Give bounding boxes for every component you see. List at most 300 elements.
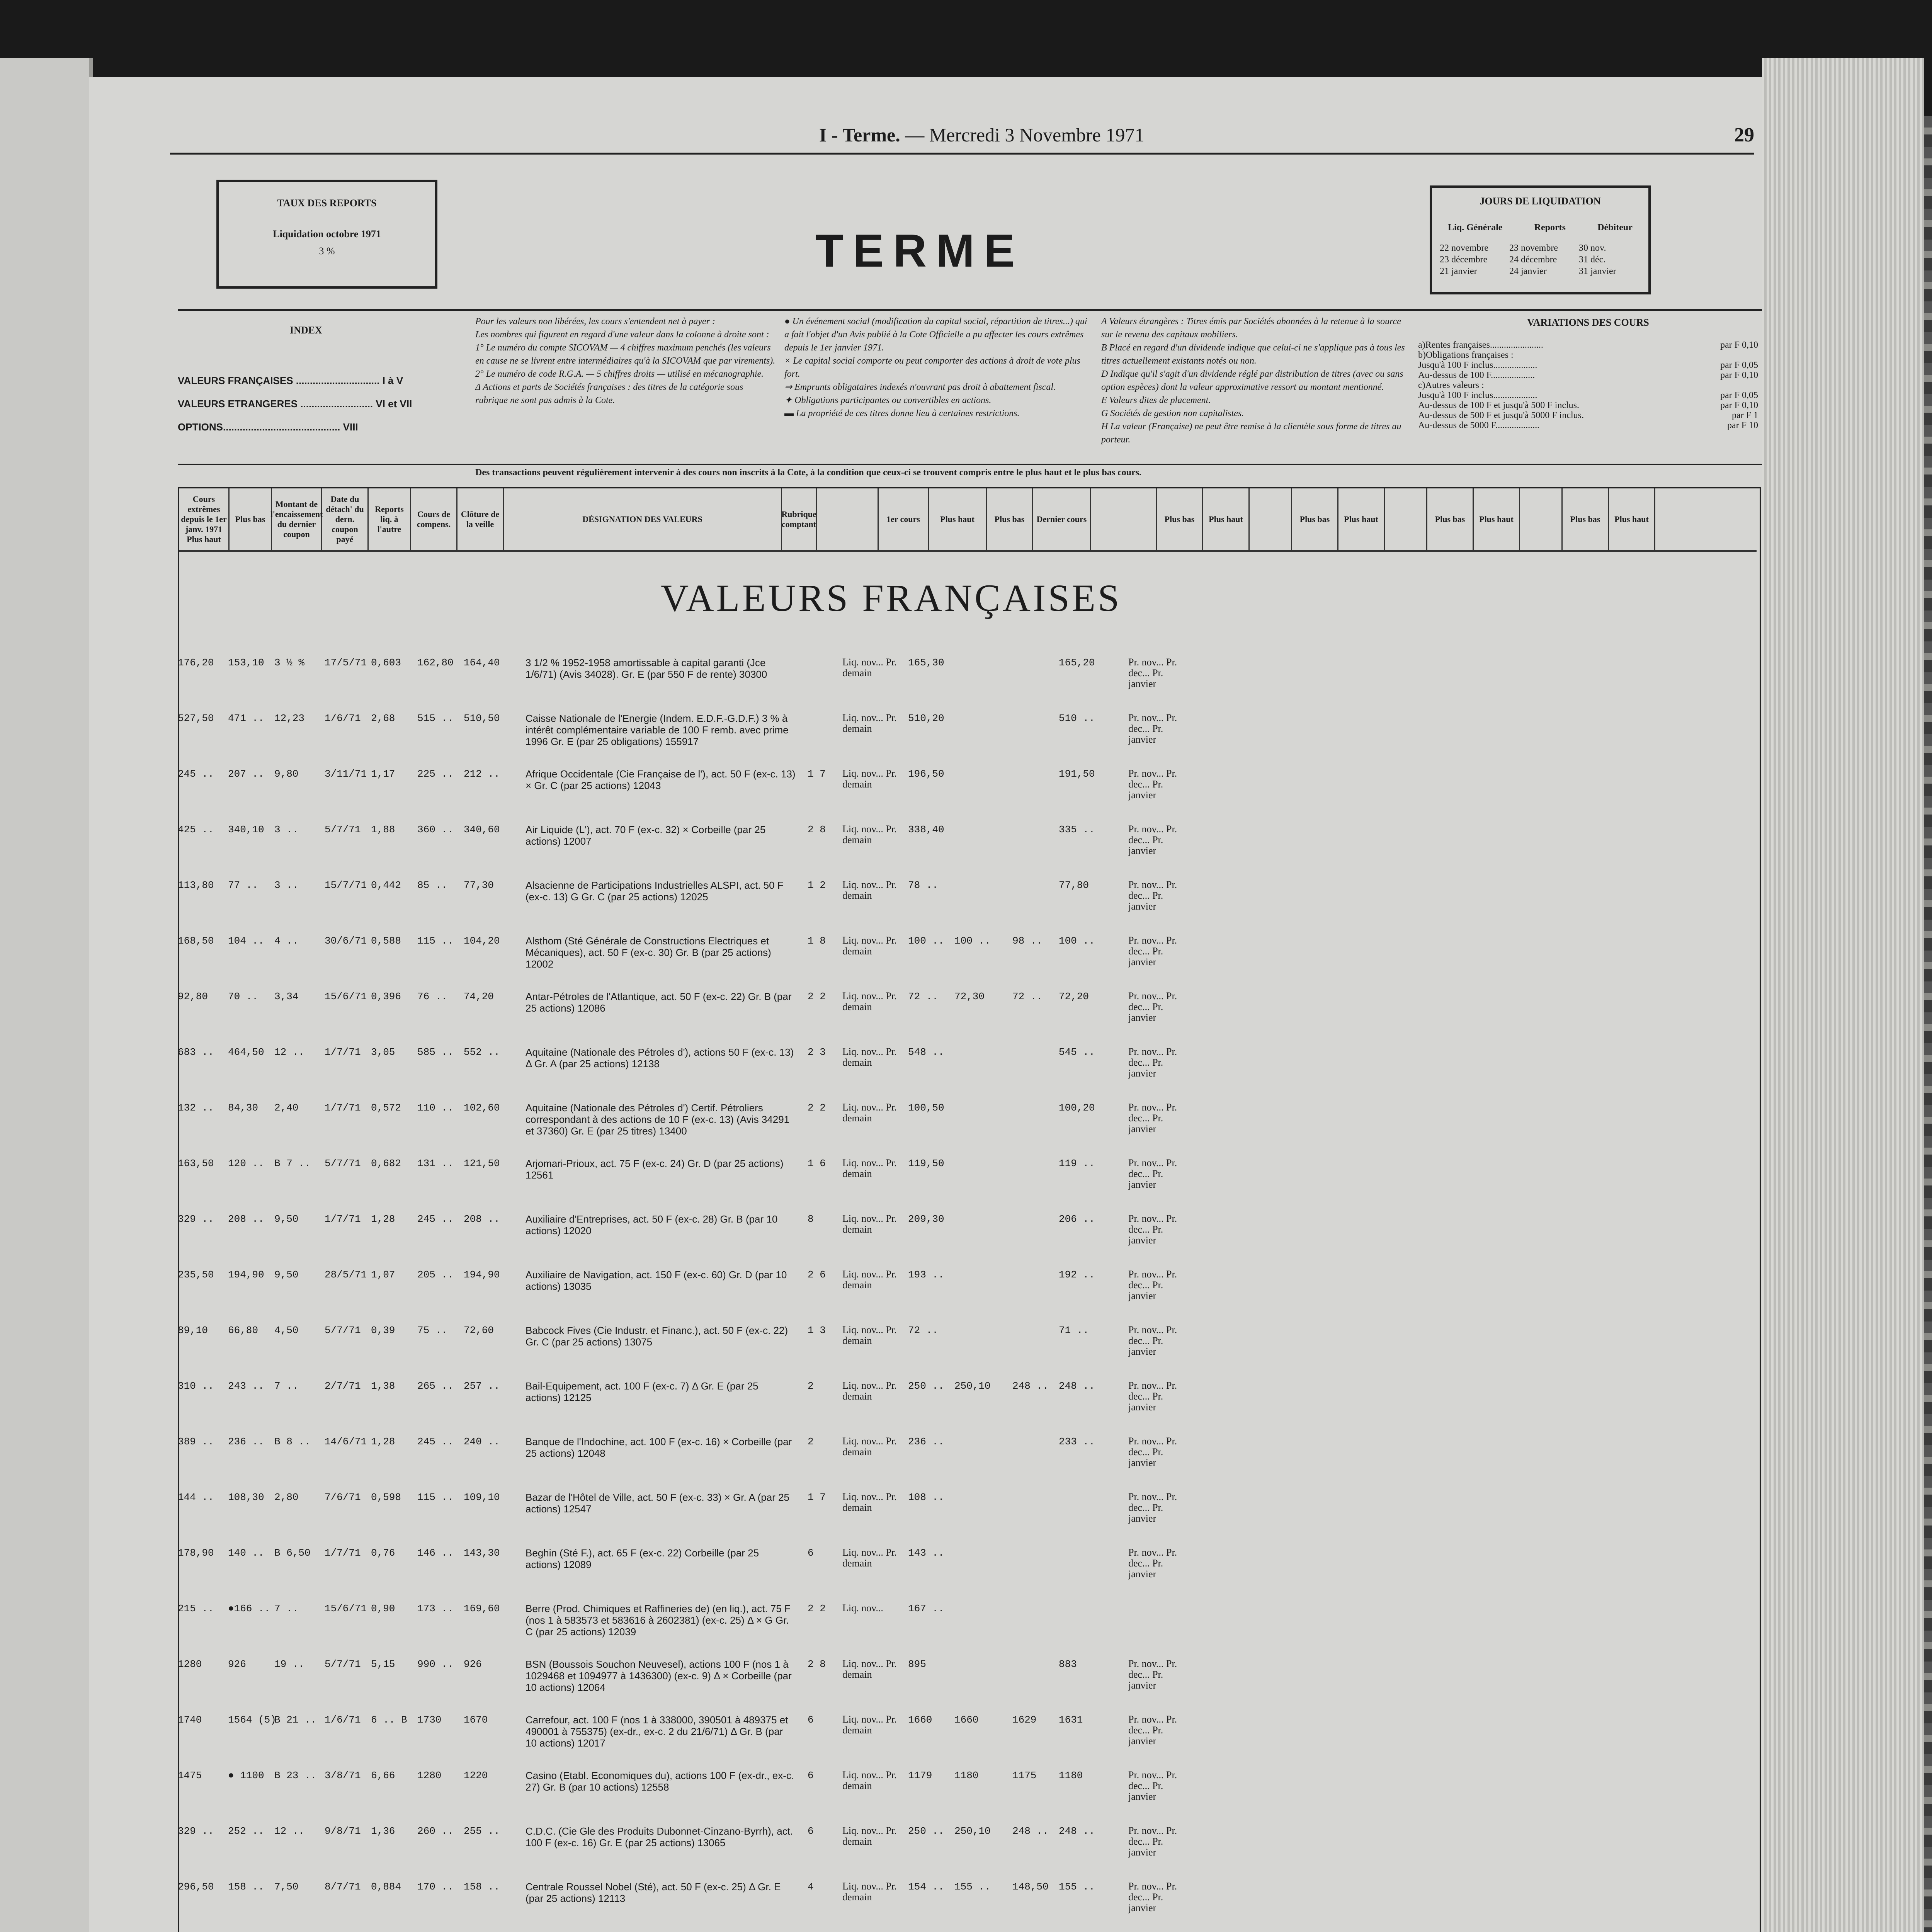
table-header-cell: Cours de compens. — [411, 488, 457, 550]
cell-rub: 6 — [808, 1547, 814, 1559]
cell-lo: 158 .. — [228, 1881, 264, 1893]
variation-item — [1418, 350, 1758, 360]
cell-pb: 148,50 — [1012, 1881, 1049, 1893]
index-item-options: OPTIONS.......................................... VIII — [178, 421, 358, 433]
cell-des: Alsthom (Sté Générale de Constructions Electriques et Mécaniques), act. 50 F (ex-c. 30) Gr. B (par 25 actions) 12002 — [526, 935, 771, 970]
cell-c1: 72 .. — [908, 991, 939, 1002]
cell-terme: Pr. nov... Pr. dec... Pr. janvier — [1128, 1547, 1177, 1580]
variation-item — [1418, 400, 1758, 410]
cell-dc: 100,20 — [1059, 1102, 1095, 1114]
cell-lo: 108,30 — [228, 1492, 264, 1503]
jours-header-reports: Reports — [1534, 223, 1566, 233]
cell-hi: 310 .. — [178, 1380, 214, 1392]
cell-veille: 240 .. — [464, 1436, 500, 1447]
cell-date: 15/6/71 — [325, 1603, 367, 1614]
notes-bottom-rule — [178, 464, 1762, 465]
table-row — [178, 1492, 1762, 1534]
cell-coupon: B 8 .. — [274, 1436, 311, 1447]
cell-veille: 208 .. — [464, 1213, 500, 1225]
jours-cell: 23 novembre — [1509, 243, 1558, 253]
cell-date: 5/7/71 — [325, 1158, 361, 1169]
cell-des: Centrale Roussel Nobel (Sté), act. 50 F (ex-c. 25) Δ Gr. E (par 25 actions) 12113 — [526, 1881, 781, 1904]
cell-rub: 6 — [808, 1714, 814, 1726]
cell-coupon: B 21 .. — [274, 1714, 317, 1726]
cell-terme: Pr. nov... Pr. dec... Pr. janvier — [1128, 768, 1177, 801]
left-page-edge — [0, 58, 93, 1932]
cell-coupon: 12,23 — [274, 713, 305, 724]
jours-header-debiteur: Débiteur — [1597, 223, 1633, 233]
cell-rub: 2 8 — [808, 824, 826, 835]
cell-comp: 146 .. — [417, 1547, 454, 1559]
table-row — [178, 1102, 1762, 1145]
table-header-cell: Plus haut — [1474, 488, 1520, 550]
cell-rub: 8 — [808, 1213, 814, 1225]
cell-comp: 76 .. — [417, 991, 448, 1002]
cell-veille: 77,30 — [464, 879, 494, 891]
cell-veille: 257 .. — [464, 1380, 500, 1392]
cell-hi: 168,50 — [178, 935, 214, 947]
cell-coupon: 12 .. — [274, 1046, 305, 1058]
cell-pb: 98 .. — [1012, 935, 1043, 947]
cell-des: Air Liquide (L'), act. 70 F (ex-c. 32) × Corbeille (par 25 actions) 12007 — [526, 824, 766, 847]
cell-c1: 154 .. — [908, 1881, 944, 1893]
cell-terme: Pr. nov... Pr. dec... Pr. janvier — [1128, 1769, 1177, 1802]
cell-lo: 471 .. — [228, 713, 264, 724]
table-header-cell: Date du détach' du dern. coupon payé — [322, 488, 369, 550]
cell-terme: Pr. nov... Pr. dec... Pr. janvier — [1128, 656, 1177, 689]
book-spine-edge — [1924, 116, 1932, 1932]
cell-c1: 895 — [908, 1658, 926, 1670]
table-row — [178, 1158, 1762, 1200]
index-item-etrangeres: VALEURS ETRANGERES .......................... VI et VII — [178, 398, 412, 410]
cell-comp: 85 .. — [417, 879, 448, 891]
variation-label: Au-dessus de 100 F................... — [1418, 370, 1535, 380]
cell-date: 3/11/71 — [325, 768, 367, 780]
cell-rub: 2 3 — [808, 1046, 826, 1058]
cell-coupon: 4,50 — [274, 1325, 299, 1336]
cell-veille: 340,60 — [464, 824, 500, 835]
jours-cell: 24 janvier — [1509, 266, 1547, 276]
cell-hi: 683 .. — [178, 1046, 214, 1058]
cell-lo: 70 .. — [228, 991, 259, 1002]
cell-veille: 74,20 — [464, 991, 494, 1002]
cell-liq: Liq. nov... Pr. demain — [842, 1491, 897, 1513]
cell-c1: 250 .. — [908, 1380, 944, 1392]
cell-rep: 1,17 — [371, 768, 395, 780]
taux-line1: Liquidation octobre 1971 — [273, 228, 381, 240]
cell-des: Babcock Fives (Cie Industr. et Financ.), act. 50 F (ex-c. 22) Gr. C (par 25 actions) 13075 — [526, 1325, 788, 1348]
cell-des: Beghin (Sté F.), act. 65 F (ex-c. 22) Corbeille (par 25 actions) 12089 — [526, 1547, 759, 1570]
variations-box — [1418, 317, 1758, 430]
cell-coupon: B 6,50 — [274, 1547, 311, 1559]
cell-rep: 0,598 — [371, 1492, 401, 1503]
main-title: TERME — [815, 225, 1024, 277]
cell-dc: 510 .. — [1059, 713, 1095, 724]
table-header-cell: Plus bas — [1292, 488, 1338, 550]
cell-liq: Liq. nov... Pr. demain — [842, 712, 897, 734]
right-page-stack — [1762, 58, 1924, 1932]
table-row — [178, 879, 1762, 922]
index-top-rule — [178, 309, 1762, 311]
notes-col2: ● Un événement social (modification du capital social, répartition de titres...) qui a fait l'objet d'un Avis publié à la Cote Officielle a pu affecter les cours extrêmes depuis le 1er janvier 1971. × Le capital social comporte ou peut comporter des actions à droit de vote plus fort. ⇒ Emprunts obligataires indexés n'ouvrant pas droit à abattement fiscal. ✦ Obligations participantes ou convertibles en actions. ▬ La propriété de ces titres donne lieu à certaines restrictions. — [784, 316, 1087, 418]
cell-date: 14/6/71 — [325, 1436, 367, 1447]
cell-liq: Liq. nov... Pr. demain — [842, 879, 897, 901]
table-header-cell: Plus bas — [1563, 488, 1609, 550]
cell-lo: 153,10 — [228, 657, 264, 668]
table-header — [179, 488, 1757, 552]
cell-des: Afrique Occidentale (Cie Française de l'), act. 50 F (ex-c. 13) × Gr. C (par 25 actions) 12043 — [526, 768, 796, 791]
cell-lo: ● 1100 — [228, 1770, 264, 1781]
cell-comp: 260 .. — [417, 1825, 454, 1837]
cell-des: Alsacienne de Participations Industrielles ALSPI, act. 50 F (ex-c. 13) G Gr. C (par 25 actions) 12025 — [526, 879, 784, 903]
cell-veille: 121,50 — [464, 1158, 500, 1169]
cell-veille: 212 .. — [464, 768, 500, 780]
cell-liq: Liq. nov... — [842, 1602, 883, 1614]
cell-coupon: 9,80 — [274, 768, 299, 780]
cell-coupon: 3,34 — [274, 991, 299, 1002]
variation-key: a) — [1418, 340, 1425, 350]
cell-lo: 464,50 — [228, 1046, 264, 1058]
cell-terme: Pr. nov... Pr. dec... Pr. janvier — [1128, 1102, 1177, 1134]
table-row — [178, 657, 1762, 699]
cell-veille: 255 .. — [464, 1825, 500, 1837]
taux-box — [216, 180, 437, 289]
cell-lo: 77 .. — [228, 879, 259, 891]
cell-dc: 248 .. — [1059, 1380, 1095, 1392]
cell-dc: 335 .. — [1059, 824, 1095, 835]
cell-veille: 1220 — [464, 1770, 488, 1781]
jours-cell: 31 déc. — [1579, 255, 1606, 265]
cell-rep: 0,90 — [371, 1603, 395, 1614]
table-row — [178, 1269, 1762, 1311]
cell-terme: Pr. nov... Pr. dec... Pr. janvier — [1128, 1046, 1177, 1079]
cell-rub: 2 6 — [808, 1269, 826, 1281]
cell-dc: 1180 — [1059, 1770, 1083, 1781]
cell-veille: 164,40 — [464, 657, 500, 668]
cell-liq: Liq. nov... Pr. demain — [842, 1658, 897, 1680]
cell-rep: 1,28 — [371, 1436, 395, 1447]
cell-rep: 0,682 — [371, 1158, 401, 1169]
cell-rub: 6 — [808, 1770, 814, 1781]
cell-hi: 235,50 — [178, 1269, 214, 1281]
cell-veille: 158 .. — [464, 1881, 500, 1893]
cell-date: 1/7/71 — [325, 1102, 361, 1114]
table-row — [178, 1436, 1762, 1478]
jours-cell: 22 novembre — [1440, 243, 1488, 253]
cell-date: 1/7/71 — [325, 1046, 361, 1058]
cell-ph: 250,10 — [954, 1380, 991, 1392]
cell-des: Auxiliaire d'Entreprises, act. 50 F (ex-c. 28) Gr. B (par 10 actions) 12020 — [526, 1213, 778, 1236]
cell-c1: 209,30 — [908, 1213, 944, 1225]
jours-box — [1430, 185, 1651, 294]
cell-des: Bazar de l'Hôtel de Ville, act. 50 F (ex-c. 33) × Gr. A (par 25 actions) 12547 — [526, 1492, 789, 1515]
table-row — [178, 1825, 1762, 1868]
cell-coupon: 7 .. — [274, 1380, 299, 1392]
cell-lo: 207 .. — [228, 768, 264, 780]
cell-veille: 143,30 — [464, 1547, 500, 1559]
cell-lo: 1564 (5) — [228, 1714, 276, 1726]
table-row — [178, 713, 1762, 755]
variation-label: Jusqu'à 100 F inclus................... — [1418, 360, 1537, 370]
cell-terme: Pr. nov... Pr. dec... Pr. janvier — [1128, 1881, 1177, 1913]
table-header-cell: Plus bas — [1157, 488, 1203, 550]
cell-lo: 236 .. — [228, 1436, 264, 1447]
cell-des: 3 1/2 % 1952-1958 amortissable à capital garanti (Jce 1/6/71) (Avis 34028). Gr. E (par 550 F de rente) 30300 — [526, 657, 767, 680]
jours-cell: 23 décembre — [1440, 255, 1488, 265]
cell-terme: Pr. nov... Pr. dec... Pr. janvier — [1128, 712, 1177, 745]
cell-lo: 194,90 — [228, 1269, 264, 1281]
table-row — [178, 1547, 1762, 1590]
cell-rub: 1 2 — [808, 879, 826, 891]
cell-c1: 100 .. — [908, 935, 944, 947]
cell-rep: 1,88 — [371, 824, 395, 835]
cell-date: 17/5/71 — [325, 657, 367, 668]
cell-hi: 329 .. — [178, 1213, 214, 1225]
cell-coupon: 7,50 — [274, 1881, 299, 1893]
variation-value: par F 0,05 — [1720, 390, 1758, 400]
transactions-note: Des transactions peuvent régulièrement intervenir à des cours non inscrits à la Cote, à la condition que ceux-ci se trouvent compris entre le plus haut et le plus bas cours. — [475, 468, 1142, 478]
table-header-cell: Plus haut — [1203, 488, 1250, 550]
cell-hi: 245 .. — [178, 768, 214, 780]
cell-date: 15/7/71 — [325, 879, 367, 891]
table-header-cell: Plus haut — [1609, 488, 1655, 550]
cell-coupon: 9,50 — [274, 1269, 299, 1281]
table-row — [178, 768, 1762, 811]
cell-rub: 2 2 — [808, 1102, 826, 1114]
cell-coupon: 3 .. — [274, 824, 299, 835]
cell-coupon: B 7 .. — [274, 1158, 311, 1169]
cell-liq: Liq. nov... Pr. demain — [842, 823, 897, 845]
cell-veille: 104,20 — [464, 935, 500, 947]
cell-c1: 78 .. — [908, 879, 939, 891]
table-row — [178, 824, 1762, 866]
cell-rub: 4 — [808, 1881, 814, 1893]
cell-rub: 2 — [808, 1380, 814, 1392]
jours-cell: 21 janvier — [1440, 266, 1477, 276]
cell-veille: 109,10 — [464, 1492, 500, 1503]
cell-hi: 132 .. — [178, 1102, 214, 1114]
cell-veille: 552 .. — [464, 1046, 500, 1058]
variation-label: Au-dessus de 5000 F................... — [1418, 420, 1540, 430]
cell-pb: 248 .. — [1012, 1825, 1049, 1837]
notes-col1: Pour les valeurs non libérées, les cours s'entendent net à payer : Les nombres qui figurent en regard d'une valeur dans la colonne à droite sont : 1° Le numéro du compte SICOVAM — 4 chiffres maximum penchés (les valeurs en cause ne se livrent entre intermédiaires qu'à la SICOVAM que par virements). 2° Le numéro de code R.G.A. — 5 chiffres droits — utilisé en mécanographie. Δ Actions et parts de Sociétés françaises : des titres de la catégorie sous rubrique ne sont pas admis à la Cote. — [475, 316, 776, 405]
cell-rep: 0,396 — [371, 991, 401, 1002]
cell-lo: 252 .. — [228, 1825, 264, 1837]
cell-des: Auxiliaire de Navigation, act. 150 F (ex-c. 60) Gr. D (par 10 actions) 13035 — [526, 1269, 787, 1292]
table-header-cell: Montant de l'encaissement du dernier coupon — [272, 488, 322, 550]
cell-terme: Pr. nov... Pr. dec... Pr. janvier — [1128, 1825, 1177, 1858]
cell-coupon: 2,40 — [274, 1102, 299, 1114]
cell-dc: 165,20 — [1059, 657, 1095, 668]
cell-terme: Pr. nov... Pr. dec... Pr. janvier — [1128, 990, 1177, 1023]
cell-terme: Pr. nov... Pr. dec... Pr. janvier — [1128, 1435, 1177, 1468]
table-header-cell — [1091, 488, 1157, 550]
cell-liq: Liq. nov... Pr. demain — [842, 1769, 897, 1791]
cell-ph: 250,10 — [954, 1825, 991, 1837]
cell-comp: 205 .. — [417, 1269, 454, 1281]
cell-liq: Liq. nov... Pr. demain — [842, 1046, 897, 1068]
cell-terme: Pr. nov... Pr. dec... Pr. janvier — [1128, 1269, 1177, 1301]
cell-liq: Liq. nov... Pr. demain — [842, 1213, 897, 1235]
cell-des: Berre (Prod. Chimiques et Raffineries de) (en liq.), act. 75 F (nos 1 à 583573 et 583616 à 2602381) (ex-c. 25) Δ × G Gr. C (par 25 actions) 12039 — [526, 1603, 791, 1638]
cell-terme: Pr. nov... Pr. dec... Pr. janvier — [1128, 1213, 1177, 1246]
variation-label: Autres valeurs : — [1425, 380, 1484, 390]
cell-c1: 119,50 — [908, 1158, 944, 1169]
cell-ph: 100 .. — [954, 935, 991, 947]
cell-ph: 72,30 — [954, 991, 985, 1002]
cell-comp: 162,80 — [417, 657, 454, 668]
variation-item — [1418, 390, 1758, 400]
cell-rub: 2 — [808, 1436, 814, 1447]
table-header-cell — [817, 488, 879, 550]
cell-coupon: 4 .. — [274, 935, 299, 947]
cell-hi: 144 .. — [178, 1492, 214, 1503]
cell-liq: Liq. nov... Pr. demain — [842, 1157, 897, 1179]
cell-lo: 208 .. — [228, 1213, 264, 1225]
cell-ph: 155 .. — [954, 1881, 991, 1893]
section-title: VALEURS FRANÇAISES — [661, 577, 1122, 619]
cell-des: Aquitaine (Nationale des Pétroles d'), actions 50 F (ex-c. 13) Δ Gr. A (par 25 actions) 12138 — [526, 1046, 794, 1070]
cell-comp: 245 .. — [417, 1436, 454, 1447]
cell-coupon: 2,80 — [274, 1492, 299, 1503]
cell-rub: 1 7 — [808, 768, 826, 780]
cell-comp: 1730 — [417, 1714, 442, 1726]
cell-liq: Liq. nov... Pr. demain — [842, 1269, 897, 1291]
variation-item — [1418, 420, 1758, 430]
cell-rep: 1,28 — [371, 1213, 395, 1225]
cell-c1: 510,20 — [908, 713, 944, 724]
variation-item — [1418, 380, 1758, 390]
table-header-cell: Plus bas — [230, 488, 272, 550]
cell-hi: 425 .. — [178, 824, 214, 835]
cell-rep: 6,66 — [371, 1770, 395, 1781]
cell-liq: Liq. nov... Pr. demain — [842, 1102, 897, 1124]
cell-comp: 515 .. — [417, 713, 454, 724]
cell-comp: 173 .. — [417, 1603, 454, 1614]
cell-lo: 926 — [228, 1658, 246, 1670]
cell-date: 5/7/71 — [325, 824, 361, 835]
cell-liq: Liq. nov... Pr. demain — [842, 1825, 897, 1847]
cell-liq: Liq. nov... Pr. demain — [842, 768, 897, 790]
cell-rep: 1,38 — [371, 1380, 395, 1392]
cell-date: 2/7/71 — [325, 1380, 361, 1392]
cell-date: 28/5/71 — [325, 1269, 367, 1281]
cell-coupon: 7 .. — [274, 1603, 299, 1614]
variation-label: Obligations françaises : — [1426, 350, 1514, 360]
cell-coupon: B 23 .. — [274, 1770, 317, 1781]
cell-ph: 1660 — [954, 1714, 979, 1726]
cell-terme: Pr. nov... Pr. dec... Pr. janvier — [1128, 1324, 1177, 1357]
cell-comp: 265 .. — [417, 1380, 454, 1392]
cell-des: Casino (Etabl. Economiques du), actions 100 F (ex-dr., ex-c. 27) Gr. B (par 10 actions) 12558 — [526, 1770, 794, 1793]
jours-cell: 24 décembre — [1509, 255, 1557, 265]
variation-item — [1418, 370, 1758, 380]
cell-lo: 120 .. — [228, 1158, 264, 1169]
cell-hi: 176,20 — [178, 657, 214, 668]
table-header-cell — [1385, 488, 1427, 550]
cell-pb: 1629 — [1012, 1714, 1037, 1726]
table-header-cell: Dernier cours — [1033, 488, 1091, 550]
variation-item — [1418, 340, 1758, 350]
table-row — [178, 1714, 1762, 1757]
cell-rep: 6 .. B — [371, 1714, 407, 1726]
head-rule — [170, 153, 1754, 155]
cell-des: Antar-Pétroles de l'Atlantique, act. 50 F (ex-c. 22) Gr. B (par 25 actions) 12086 — [526, 991, 792, 1014]
table-row — [178, 1046, 1762, 1089]
cell-des: Caisse Nationale de l'Energie (Indem. E.D.F.-G.D.F.) 3 % à intérêt complémentaire variable de 100 F remb. avec prime 1996 Gr. E (par 25 obligations) 155917 — [526, 713, 789, 747]
jours-header-liq: Liq. Générale — [1448, 223, 1503, 233]
cell-hi: 1475 — [178, 1770, 202, 1781]
cell-rep: 0,76 — [371, 1547, 395, 1559]
variation-value: par F 1 — [1732, 410, 1758, 420]
cell-rep: 0,572 — [371, 1102, 401, 1114]
cell-dc: 72,20 — [1059, 991, 1089, 1002]
page-number: 29 — [1734, 124, 1754, 146]
cell-date: 1/7/71 — [325, 1213, 361, 1225]
cell-date: 1/7/71 — [325, 1547, 361, 1559]
cell-date: 8/7/71 — [325, 1881, 361, 1893]
cell-comp: 75 .. — [417, 1325, 448, 1336]
cell-lo: 104 .. — [228, 935, 264, 947]
table-header-cell: Plus bas — [1427, 488, 1474, 550]
table-row — [178, 1325, 1762, 1367]
cell-hi: 527,50 — [178, 713, 214, 724]
cell-comp: 170 .. — [417, 1881, 454, 1893]
table-row — [178, 1881, 1762, 1923]
cell-liq: Liq. nov... Pr. demain — [842, 1881, 897, 1903]
cell-liq: Liq. nov... Pr. demain — [842, 1547, 897, 1569]
cell-coupon: 9,50 — [274, 1213, 299, 1225]
cell-lo: ●166 .. — [228, 1603, 270, 1614]
cell-c1: 548 .. — [908, 1046, 944, 1058]
cell-rub: 2 2 — [808, 991, 826, 1002]
cell-hi: 113,80 — [178, 879, 214, 891]
cell-terme: Pr. nov... Pr. dec... Pr. janvier — [1128, 823, 1177, 856]
cell-comp: 990 .. — [417, 1658, 454, 1670]
cell-c1: 1660 — [908, 1714, 932, 1726]
cell-date: 15/6/71 — [325, 991, 367, 1002]
cell-date: 3/8/71 — [325, 1770, 361, 1781]
cell-coupon: 19 .. — [274, 1658, 305, 1670]
cell-rep: 0,442 — [371, 879, 401, 891]
cell-terme: Pr. nov... Pr. dec... Pr. janvier — [1128, 1380, 1177, 1413]
variation-value: par F 0,10 — [1720, 370, 1758, 380]
table-header-cell: Plus bas — [987, 488, 1033, 550]
index-title: INDEX — [290, 325, 322, 336]
table-row — [178, 991, 1762, 1033]
cell-dc: 545 .. — [1059, 1046, 1095, 1058]
table-header-cell: Reports liq. à l'autre — [369, 488, 411, 550]
table-row — [178, 1213, 1762, 1256]
cell-hi: 92,80 — [178, 991, 208, 1002]
cell-date: 1/6/71 — [325, 713, 361, 724]
cell-terme: Pr. nov... Pr. dec... Pr. janvier — [1128, 1491, 1177, 1524]
variation-value: par F 0,10 — [1720, 340, 1758, 350]
variation-item — [1418, 360, 1758, 370]
variations-title: VARIATIONS DES COURS — [1527, 317, 1649, 328]
cell-veille: 510,50 — [464, 713, 500, 724]
cell-liq: Liq. nov... Pr. demain — [842, 1324, 897, 1346]
cell-dc: 1631 — [1059, 1714, 1083, 1726]
cell-pb: 1175 — [1012, 1770, 1037, 1781]
table-header-cell — [1250, 488, 1292, 550]
cell-liq: Liq. nov... Pr. demain — [842, 656, 897, 679]
table-row — [178, 1603, 1762, 1645]
cell-hi: 329 .. — [178, 1825, 214, 1837]
cell-hi: 296,50 — [178, 1881, 214, 1893]
variation-label: Au-dessus de 500 F et jusqu'à 5000 F inclus. — [1418, 410, 1584, 420]
cell-hi: 89,10 — [178, 1325, 208, 1336]
